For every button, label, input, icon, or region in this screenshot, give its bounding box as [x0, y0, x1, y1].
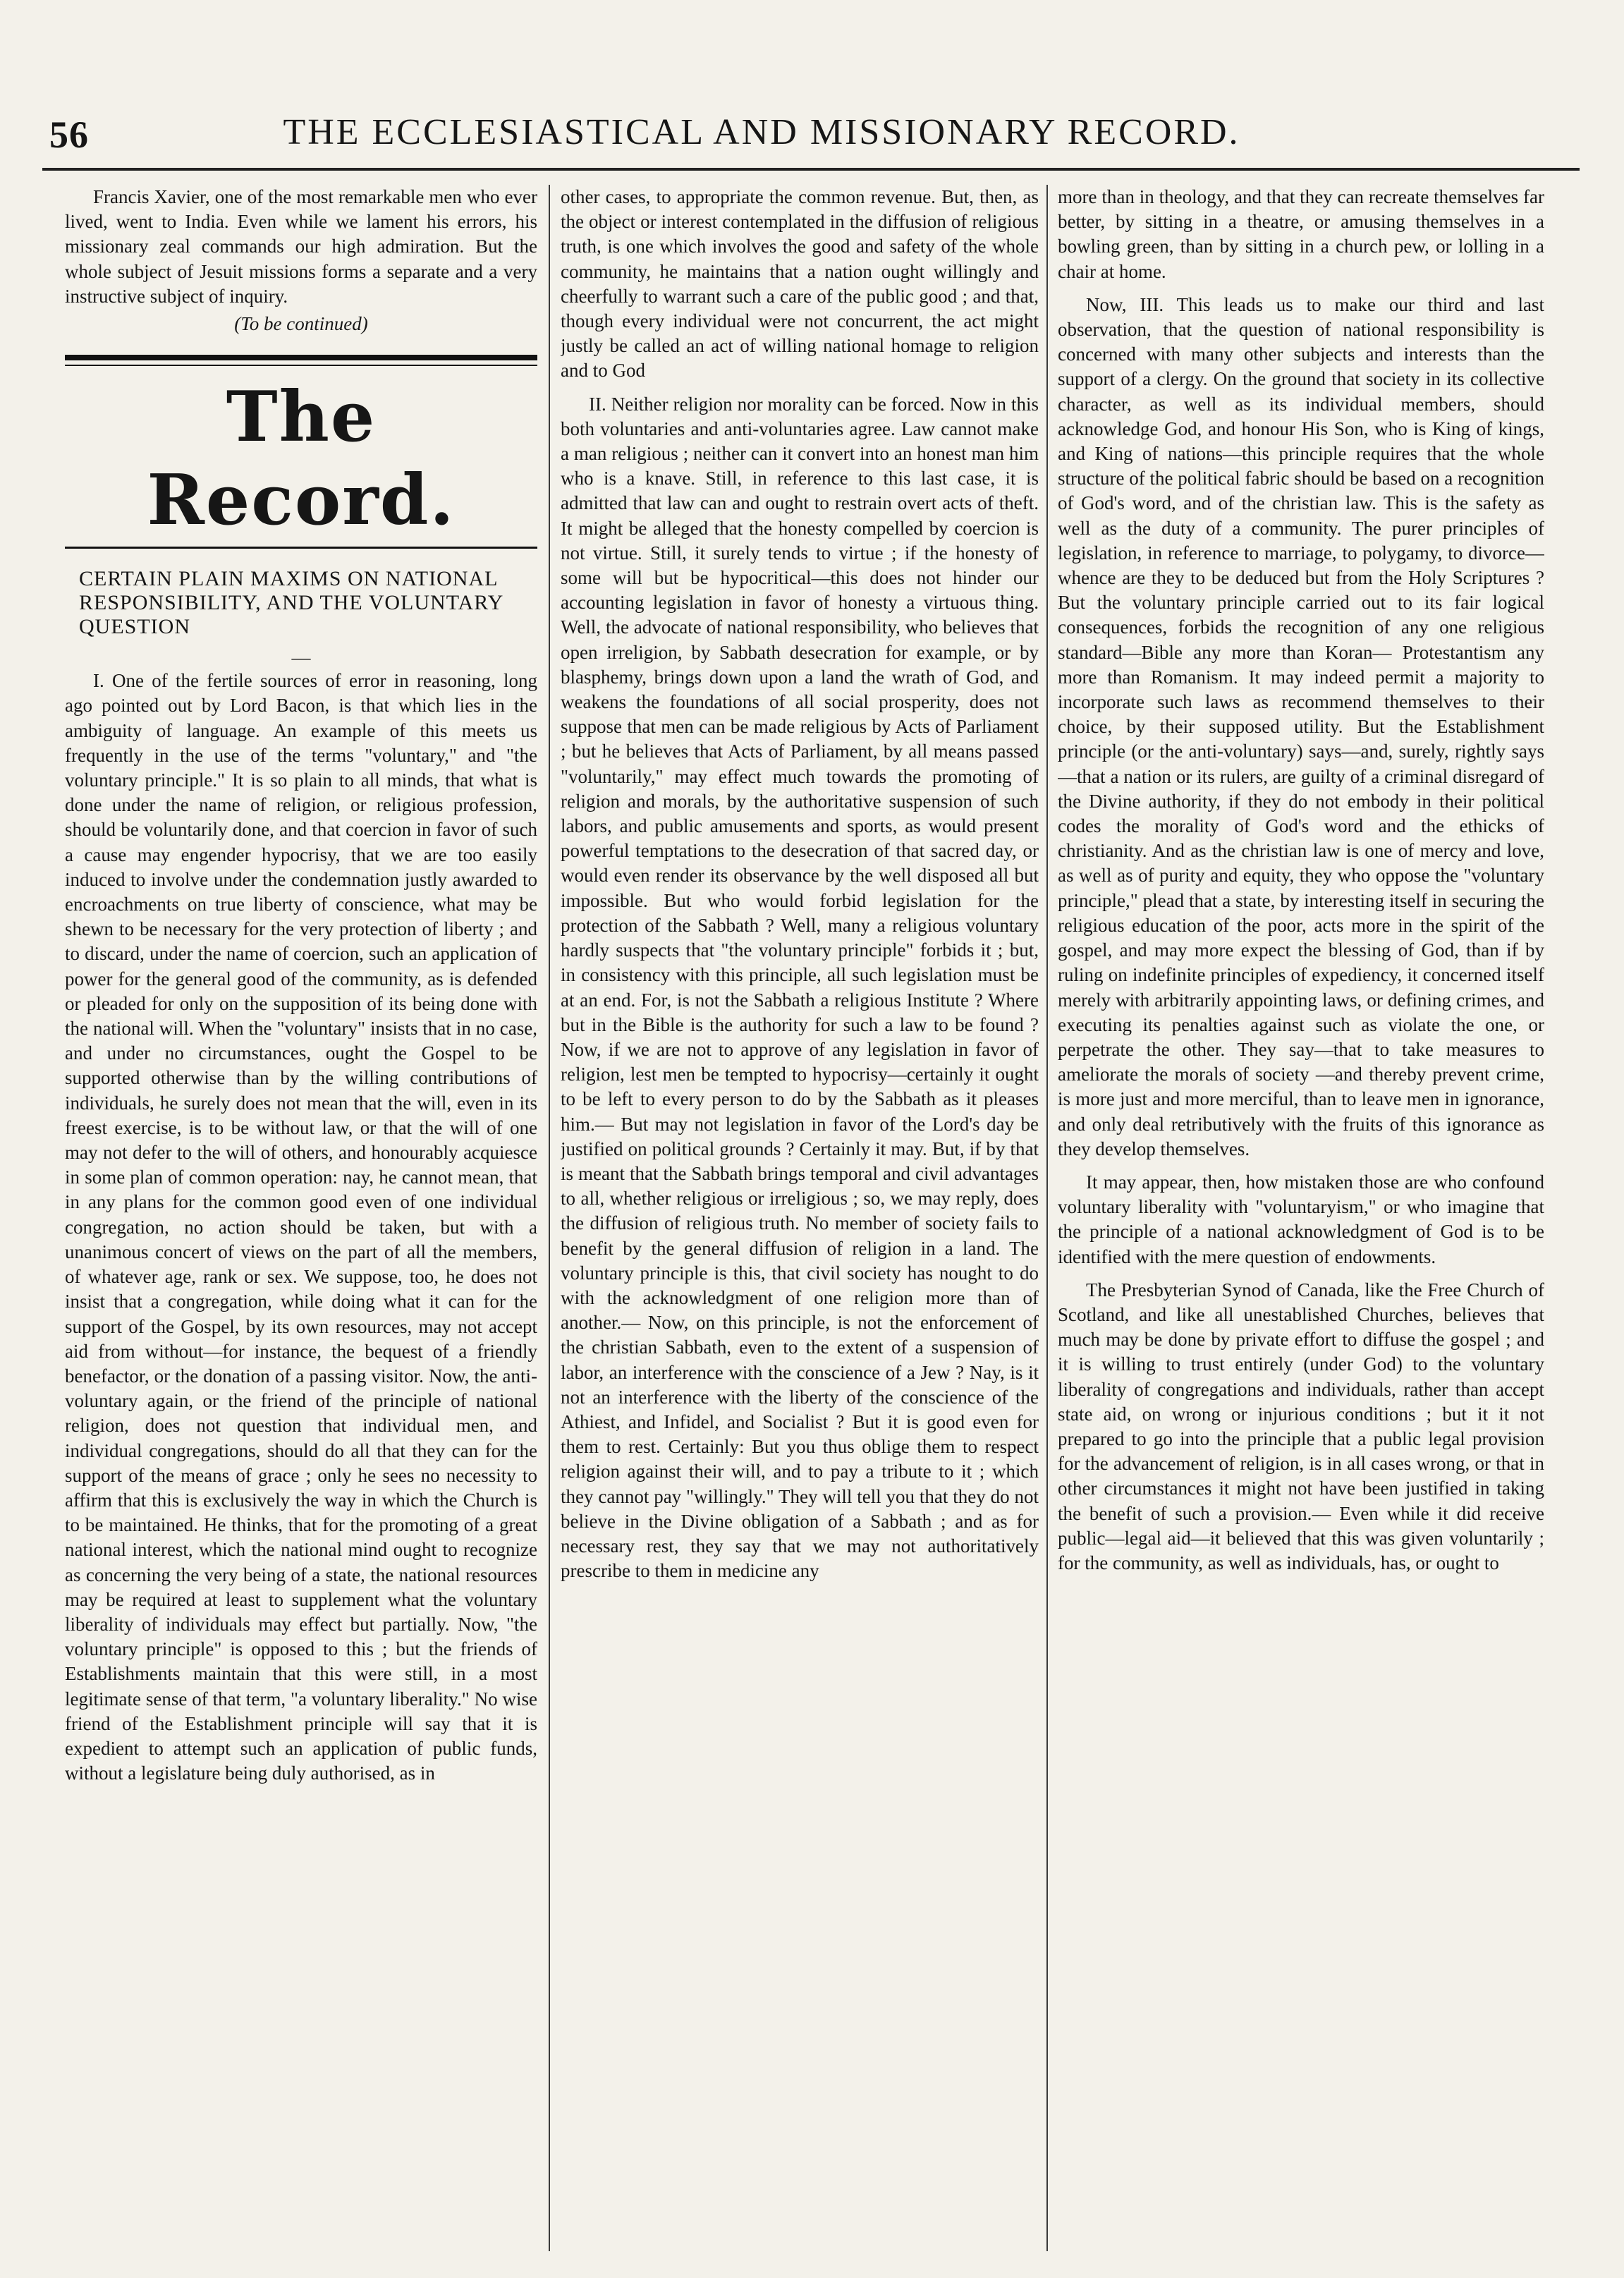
paragraph-maxim-one: I. One of the fertile sources of error in reasoning, long ago pointed out by Lord Bacon, is that which lies in the ambiguity of language. An example of this meets us frequently in the use of the terms "voluntary," and "the voluntary principle." It is so plain to all minds, that what is done under the name of religion, or religious profession, should be voluntarily done, and that coercion in favor of such a cause may engender hypocrisy, that we are too easily induced to involve under the condemnation justly awarded to encroachments on true liberty of conscience, what may be shewn to be necessary for the very protection of liberty ; and to discard, under the name of coercion, such an application of power for the general good of the community, as is defended or pleaded for only on the supposition of its being done with the national will. When the "voluntary" insists that in no case, and under no circumstances, ought the Gospel to be supported otherwise than by the willing contributions of individuals, he surely does not mean that the will, even in its freest exercise, is to be without law, or that the will of one may not defer to the will of others, and honourably acquiesce in some plan of common operation: nay, he cannot mean, that in any plans for the common good even of one individual congregation, no action should be taken, but with a unanimous concert of views on the part of all the members, of whatever age, rank or sex. We suppose, too, he does not insist that a congregation, while doing what it can for the support of the Gospel, by its own resources, may not accept aid from without—for instance, the bequest of a friendly benefactor, or the donation of a passing visitor. Now, the anti-voluntary again, or the friend of the principle of national religion, does not question that individual men, and individual congregations, should do all that they can for the support of the means of grace ; only he sees no necessity to affirm that this is exclusively the way in which the Church is to be maintained. He thinks, that for the promoting of a great national interest, which the national mind ought to recognize as concerning the very being of a state, the national resources may be required at least to supplement what the voluntary liberality of individuals may effect but partially. Now, "the voluntary principle" is opposed to this ; but the friends of Establishments maintain that this were still, in a most legitimate sense of that term, "a voluntary liberality." No wise friend of the Establishment principle will say that it is expedient to attempt such an application of public funds, without a legislature being duly authorised, as in [65, 670, 537, 1784]
paragraph-voluntaryism: It may appear, then, how mistaken those are who confound voluntary liberality with "voluntaryism," or who imagine that the principle of a national acknowledgment of God is to be identified with the mere question of endowments. [1058, 1171, 1544, 1267]
column-divider [549, 185, 550, 2251]
section-dash: — [291, 647, 311, 669]
column-1 [65, 185, 537, 2251]
column-2 [561, 185, 1039, 2251]
xavier-paragraph: Francis Xavier, one of the most remarkable men who ever lived, went to India. Even while we lament his errors, his missionary zeal commands our high admiration. But the whole subject of Jesuit missions forms a separate and a very instructive subject of inquiry. [65, 186, 537, 307]
paragraph-continuation: other cases, to appropriate the common revenue. But, then, as the object or interest contemplated in the diffusion of religious truth, is one which involves the good and safety of the whole community, he maintains that a nation ought willingly and cheerfully to warrant such a care of the public good ; and that, though every individual were not concurrent, the act might justly be called an act of willing national homage to religion and to God [561, 186, 1039, 382]
masthead-bottom-rule [65, 547, 537, 549]
column-3 [1058, 185, 1544, 2251]
paragraph-presbyterian-synod: The Presbyterian Synod of Canada, like the Free Church of Scotland, and like all unestablished Churches, believes that much may be done by private effort to diffuse the gospel ; and it is willing to trust entirely (under God) to the voluntary liberality of congregations and individuals, rather than accept state aid, on wrong or injurious conditions ; but it it not prepared to go into the principle that a public legal provision for the advancement of religion, is in all cases wrong, or that in other circumstances it might not have been justified in taking the benefit of such a provision.— Even while it did receive public—legal aid—it believed that this was given voluntarily ; for the community, as well as individuals, has, or ought to [1058, 1279, 1544, 1573]
header-rule [42, 168, 1580, 171]
paragraph-maxim-three: Now, III. This leads us to make our third and last observation, that the question of national responsibility is concerned with many other subjects and interests than the support of a clergy. On the ground that society in its collective character, as well as its individual members, should acknowledge God, and honour His Son, who is King of kings, and King of nations—this principle requires that the whole structure of the political fabric should be based on a recognition of God's word, and of the christian law. This is the safety as well as the duty of a community. The purer principles of legislation, in reference to marriage, to polygamy, to divorce—whence are they to be deduced but from the Holy Scriptures ? But the voluntary principle carried out to its fair logical consequences, forbids the recognition of any one religious standard—Bible any more than Koran— Protestantism any more than Romanism. It may indeed permit a majority to incorporate such laws as recommend themselves to their choice, by their supposed utility. But the Establishment principle (or the anti-voluntary) says—and, surely, rightly says—that a nation or its rulers, are guilty of a criminal disregard of the Divine authority, if they do not embody in their political codes the morality of God's word and the ethicks of christianity. And as the christian law is one of mercy and love, as well as of purity and equity, they who oppose the "voluntary principle," plead that a state, by interesting itself in securing the religious education of the poor, acts more in the spirit of the gospel, and may more expect the blessing of God, than if by ruling on indefinite principles of expediency, it concerned itself merely with arbitrarily appointing laws, or defining crimes, and executing its penalties against such as violate the one, or perpetrate the other. They say—that to take measures to ameliorate the morals of society —and thereby prevent crime, is more just and more merciful, than to leave men in ignorance, and only deal retributively with the fruits of this ignorance as they develop themselves. [1058, 293, 1544, 1159]
masthead-the-record: The Record. [147, 377, 456, 542]
masthead-top-rule [65, 355, 537, 360]
section-heading: CERTAIN PLAIN MAXIMS ON NATIONAL RESPONSIBILITY, AND THE VOLUNTARY QUESTION [79, 567, 503, 639]
to-be-continued-note: (To be continued) [234, 313, 368, 335]
masthead-top-thin-rule [65, 365, 537, 366]
running-header [42, 106, 1565, 162]
running-head-title: THE ECCLESIASTICAL AND MISSIONARY RECORD. [283, 112, 1240, 152]
column-divider [1046, 185, 1048, 2251]
paragraph-maxim-two: II. Neither religion nor morality can be forced. Now in this both voluntaries and anti-voluntaries agree. Law cannot make a man religious ; neither can it convert into an honest man him who is a knave. Still, in reference to this last case, it is admitted that law can and ought to restrain overt acts of theft. It might be alleged that the honesty compelled by coercion is not virtue. Still, it surely tends to virtue ; if the honesty of some will but be hypocritical—this does not hinder our accounting legislation in favor of honesty a virtuous thing. Well, the advocate of national responsibility, who believes that open irreligion, by Sabbath desecration for example, or by blasphemy, brings down upon a land the wrath of God, and weakens the foundations of all social prosperity, does not suppose that men can be made religious by Acts of Parliament ; but he believes that Acts of Parliament, by all means passed "voluntarily," may effect much towards the promoting of religion and morals, by the authoritative suspension of such labors, and public amusements and sports, as would present powerful temptations to the desecration of that sacred day, or would even render its observance by the well disposed all but impossible. But who would forbid legislation for the protection of the Sabbath ? Well, many a religious voluntary hardly suspects that "the voluntary principle" forbids it ; but, in consistency with this principle, all such legislation must be at an end. For, is not the Sabbath a religious Institute ? Where but in the Bible is the authority for such a law to be found ? Now, if we are not to approve of any legislation in favor of religion, lest men be tempted to hypocrisy—certainly it ought to be left to every person to do by the Sabbath as it pleases him.— But may not legislation in favor of the Lord's day be justified on political grounds ? Certainly it may. But, if by that is meant that the Sabbath brings temporal and civil advantages to all, whether religious or irreligious ; so, we may reply, does the diffusion of religious truth. No member of society fails to benefit by the general diffusion of religion in a land. The voluntary principle is this, that civil society has nought to do with the acknowledgment of one religion more than of another.— Now, on this principle, is not the enforcement of the christian Sabbath, even to the extent of a suspension of labor, an interference with the conscience of a Jew ? Nay, is it not an interference with the liberty of the conscience of the Athiest, and Infidel, and Socialist ? But it is good even for them to rest. Certainly: But you thus oblige them to respect religion against their will, and to pay a tribute to it ; which they cannot pay "willingly." They will tell you that they do not believe in the Divine obligation of a Sabbath ; and as for necessary rest, they say that we may not authoritatively prescribe to them in medicine any [561, 393, 1039, 1582]
page-number: 56 [49, 114, 89, 156]
paragraph-continuation: more than in theology, and that they can recreate themselves far better, by sitting in a theatre, or amusing themselves in a bowling green, than by sitting in a church pew, or lolling in a chair at home. [1058, 186, 1544, 282]
